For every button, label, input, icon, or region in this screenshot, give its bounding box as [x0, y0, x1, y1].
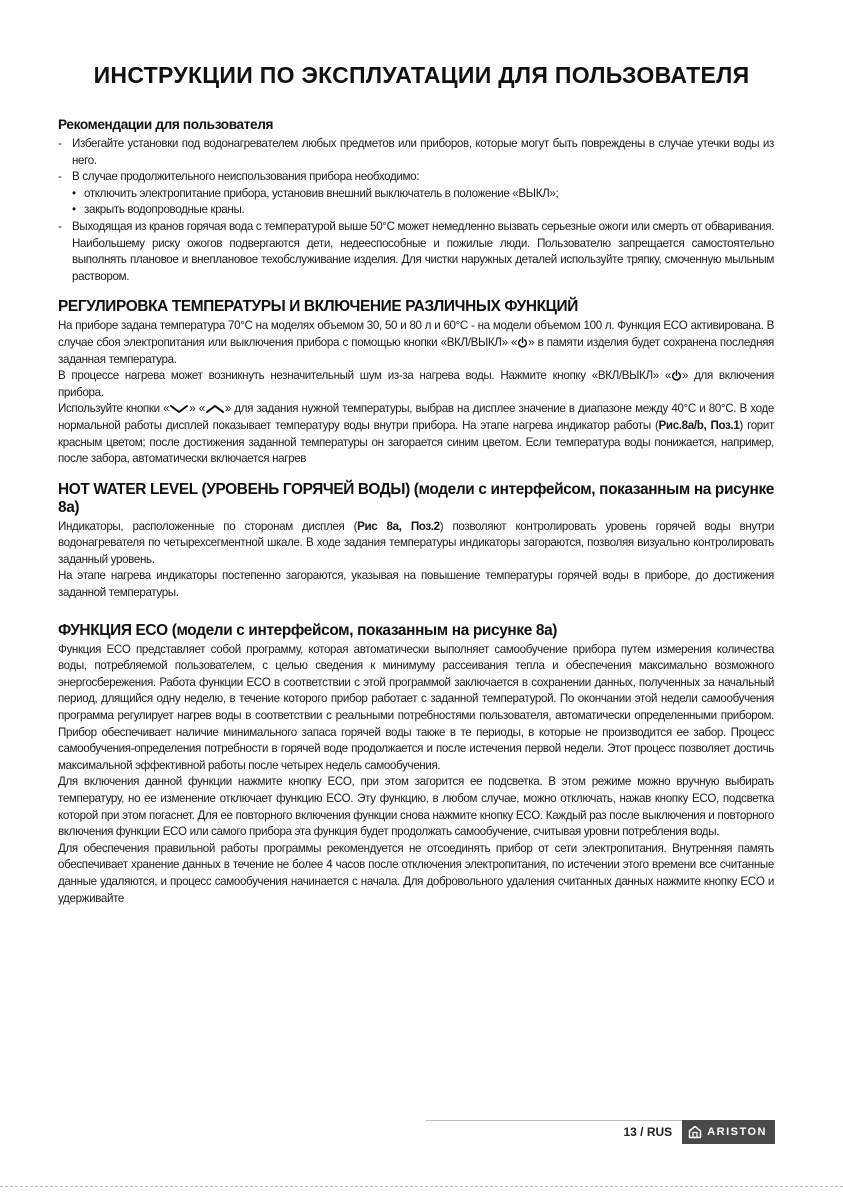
text-span: » в памяти изделия будет сохранена последняя заданная температура.: [58, 335, 774, 366]
page-number: 13 / RUS: [623, 1125, 673, 1139]
power-icon: [671, 370, 682, 381]
brand-logo: [682, 1120, 775, 1144]
eco-paragraph-1: Функция ECO представляет собой программу, которая автоматически выполняет самообучение прибора путем измерения количества воды, потребляемой пользователем, с целью сведения к минимуму рассеивания тепла и обеспечения максимально возможного энергосбережения. Работа функции ECO в соответствии с этой программой заключается в сохранении данных, полученных за начальный период, длящийся одну неделю, в течение которого прибор работает с заданной температурой. По окончании этой недели самообучения программа регулирует нагрев воды в соответствии с реальными потребностями пользователя, автоматически определенными прибором. Прибор обеспечивает наличие минимального запаса горячей воды также в те периоды, в которые не производится ее забор. Процесс самообучения-определения потребности в горячей воде продолжается и после истечения первой недели. Этот процесс позволяет достичь максимальной эффективной работы после четырех недель самообучения.: [58, 642, 774, 772]
text-span: ) горит красным цветом; после достижения заданной температуры он загорается синим цветом. Если температура воды понижается, например, после забора, автоматически включается нагрев: [58, 418, 774, 466]
page-title: ИНСТРУКЦИИ ПО ЭКСПЛУАТАЦИИ ДЛЯ ПОЛЬЗОВАТЕЛЯ: [93, 62, 750, 88]
figure-reference: Рис.8a/b, Поз.1: [658, 418, 740, 432]
list-item: - В случае продолжительного неиспользования прибора необходимо:: [58, 169, 774, 186]
text-span: » «: [189, 402, 205, 416]
text-span: » для задания нужной температуры, выбрав на дисплее значение в диапазоне между 40°С и 80°С. В ходе нормальной работы дисплей показывает температуру воды внутри прибора. На этапе нагрева индикатор работы (: [58, 402, 774, 432]
text-span: На приборе задана температура 70°С на моделях объемом 30, 50 и 80 л и 60°С - на модели объемом 100 л. Функция ECO активирована. В случае сбоя электропитания или выключения прибора с помощью кнопки «ВКЛ/ВЫКЛ» «: [58, 319, 774, 349]
chevron-down-icon: [169, 404, 189, 414]
chevron-up-icon: [205, 404, 225, 414]
power-icon: [517, 337, 528, 348]
text-span: В процессе нагрева может возникнуть незначительный шум из-за нагрева воды. Нажмите кнопку «ВКЛ/ВЫКЛ» «: [58, 369, 671, 383]
text-span: » для включения прибора.: [58, 369, 774, 399]
list-subitem: • отключить электропитание прибора, установив внешний выключатель в положение «ВЫКЛ»;: [58, 186, 774, 203]
ariston-house-icon: [688, 1125, 702, 1139]
eco-function-title: ФУНКЦИЯ ECO (модели с интерфейсом, показанным на рисунке 8а): [58, 621, 558, 639]
document-body: [58, 116, 774, 907]
hot-water-paragraph-1: [58, 519, 774, 569]
hot-water-paragraph-2: На этапе нагрева индикаторы постепенно загораются, указывая на повышение температуры горячей воды в приборе, до достижения заданной температуры.: [58, 569, 774, 600]
brand-name: ARISTON: [707, 1126, 767, 1138]
cut-line: [0, 1186, 843, 1187]
regulation-paragraph-3: [58, 401, 774, 467]
text-span: ) позволяют контролировать уровень горячей воды внутри водонагревателя по четырехсегментной шкале. В ходе задания температуры индикаторы загораются, позволяя визуально контролировать заданный уровень.: [58, 519, 775, 566]
list-item: - Выходящая из кранов горячая вода с температурой выше 50°С может немедленно вызвать серьезные ожоги или смерть от обваривания. Наибольшему риску ожогов подвергаются дети, недееспособные и пожилые люди. Пользователю запрещается самостоятельно выполнять плановое и внеплановое техобслуживание изделия. Для чистки наружных деталей используйте тряпку, смоченную мыльным раствором.: [58, 219, 774, 285]
eco-paragraph-3: Для обеспечения правильной работы программы рекомендуется не отсоединять прибор от сети электропитания. Внутренняя память обеспечивает хранение данных в течение не более 4 часов после отключения электропитания, по истечении этого времени все считанные данные удаляются, и процесс самообучения начинается с начала. Для добровольного удаления считанных данных нажмите кнопку ECO и удерживайте: [58, 841, 774, 905]
regulation-title: РЕГУЛИРОВКА ТЕМПЕРАТУРЫ И ВКЛЮЧЕНИЕ РАЗЛИЧНЫХ ФУНКЦИЙ: [58, 298, 578, 316]
recommendations-list: [58, 136, 774, 285]
list-item: - Избегайте установки под водонагревателем любых предметов или приборов, которые могут быть повреждены в случае утечки воды из него.: [58, 136, 774, 169]
figure-reference: Рис 8a, Поз.2: [357, 519, 440, 533]
regulation-paragraph-1: [58, 318, 774, 368]
page-footer: [624, 1120, 776, 1144]
eco-paragraph-2: Для включения данной функции нажмите кнопку ECO, при этом загорится ее подсветка. В этом режиме можно вручную выбирать температуру, но ее изменение отключает функцию ECO. Эту функцию, в любом случае, можно отключать, нажав кнопку ECO, подсветка которой при этом погаснет. Для ее повторного включения функции снова нажмите кнопку ECO. Каждый раз после выключения и повторного включения функции ECO или самого прибора эта функция будет продолжать самообучение, считывая уровни потребления воды.: [58, 775, 774, 839]
regulation-paragraph-2: [58, 368, 774, 401]
list-subitem: • закрыть водопроводные краны.: [58, 202, 774, 219]
hot-water-level-title: HOT WATER LEVEL (УРОВЕНЬ ГОРЯЧЕЙ ВОДЫ) (модели с интерфейсом, показанным на рисунке 8а): [58, 480, 775, 516]
text-span: Индикаторы, расположенные по сторонам дисплея (: [58, 519, 358, 533]
text-span: Используйте кнопки «: [58, 402, 170, 416]
recommendations-title: Рекомендации для пользователя: [58, 117, 274, 132]
